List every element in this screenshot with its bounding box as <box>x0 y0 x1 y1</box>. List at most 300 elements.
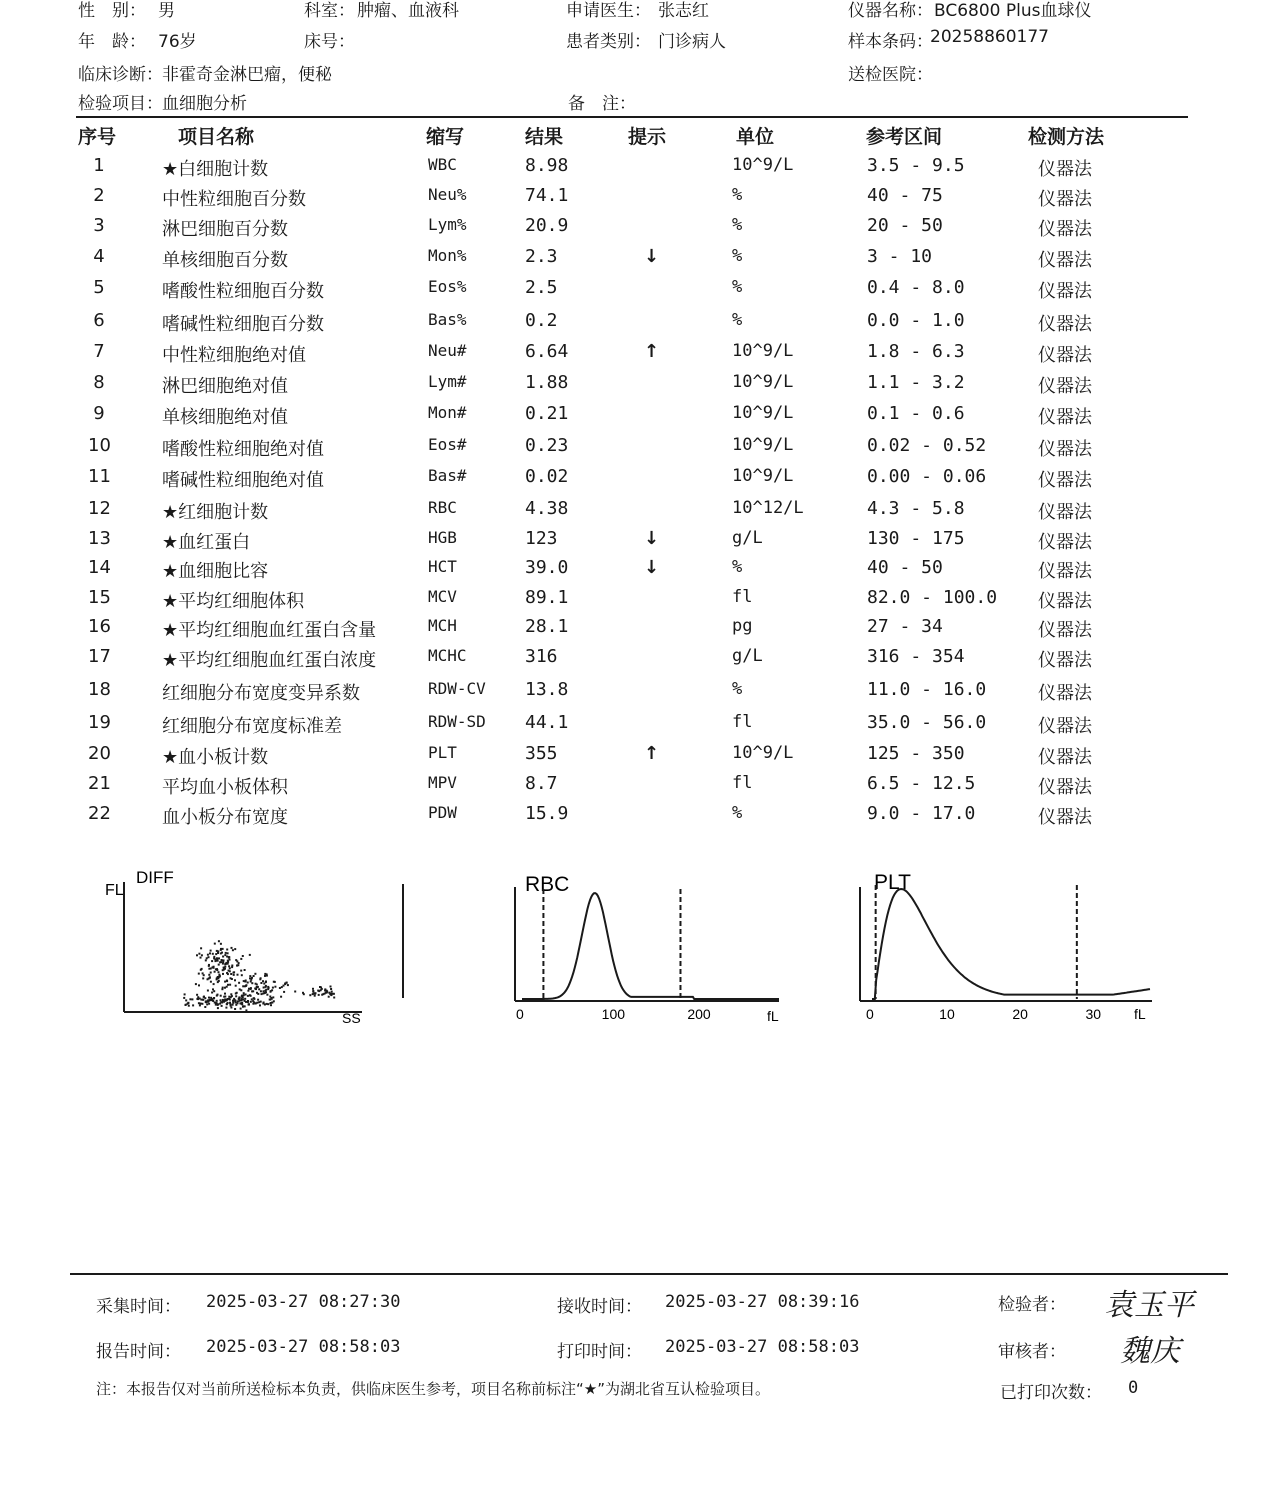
item-result: 8.98 <box>525 155 569 176</box>
tick-label: 200 <box>687 1006 711 1022</box>
collect-time-label: 采集时间： <box>96 1297 181 1317</box>
diff-scatter-point <box>231 966 233 968</box>
item-abbr: WBC <box>428 155 457 174</box>
diff-scatter-point <box>226 949 228 951</box>
item-method: 仪器法 <box>1038 250 1092 271</box>
item-reference-range: 40 - 50 <box>867 557 943 578</box>
diff-scatter-point <box>321 988 323 990</box>
plt-distribution-curve <box>872 889 1150 999</box>
col-header-name: 项目名称 <box>178 126 255 148</box>
diff-scatter-point <box>208 956 210 958</box>
diff-scatter-point <box>200 957 202 959</box>
table-row <box>0 528 1278 558</box>
item-result: 20.9 <box>525 215 569 236</box>
diff-scatter-point <box>222 948 224 950</box>
item-abbr: Lym% <box>428 215 467 234</box>
diff-scatter-point <box>255 983 257 985</box>
diff-scatter-point <box>230 993 232 995</box>
diff-scatter-point <box>226 980 228 982</box>
diff-scatter-point <box>303 993 305 995</box>
diff-scatter-point <box>273 1000 275 1002</box>
item-unit: fl <box>732 773 753 793</box>
item-unit: fl <box>732 587 753 607</box>
item-name: 单核细胞绝对值 <box>162 407 288 428</box>
diff-scatter-point <box>230 977 232 979</box>
item-abbr: HCT <box>428 557 457 576</box>
item-method: 仪器法 <box>1038 502 1092 523</box>
item-reference-range: 3 - 10 <box>867 246 933 267</box>
item-unit: % <box>732 215 743 235</box>
item-unit: % <box>732 679 743 699</box>
diff-scatter-point <box>242 998 244 1000</box>
diff-scatter-point <box>227 952 229 954</box>
diff-scatter-point <box>229 999 231 1001</box>
receive-time-value: 2025-03-27 08:39:16 <box>665 1292 860 1312</box>
diff-scatter-point <box>283 991 285 993</box>
item-reference-range: 1.8 - 6.3 <box>867 341 965 362</box>
print-time-label: 打印时间： <box>557 1342 642 1362</box>
diff-scatter-point <box>220 961 222 963</box>
item-flag: ↓ <box>644 557 660 578</box>
plt-histogram <box>850 865 1155 1030</box>
item-reference-range: 4.3 - 5.8 <box>867 498 965 519</box>
diff-scatter-point <box>250 988 252 990</box>
item-unit: % <box>732 310 743 330</box>
diff-scatter-point <box>212 953 214 955</box>
diff-scatter-point <box>225 952 227 954</box>
diff-scatter-point <box>207 1001 209 1003</box>
item-method: 仪器法 <box>1038 561 1092 582</box>
diff-scatter-point <box>225 1000 227 1002</box>
diff-scatter-point <box>312 988 314 990</box>
item-name: ★血小板计数 <box>162 747 269 768</box>
item-unit: % <box>732 277 743 297</box>
row-number: 12 <box>88 498 111 519</box>
row-number: 2 <box>93 185 105 206</box>
item-unit: % <box>732 803 743 823</box>
row-number: 20 <box>88 743 111 764</box>
item-method: 仪器法 <box>1038 407 1092 428</box>
diff-scatter-point <box>211 960 213 962</box>
item-flag: ↓ <box>644 246 660 267</box>
rbc-xlabel: fL <box>767 1008 779 1024</box>
diff-scatter-point <box>318 994 320 996</box>
diff-scatter-point <box>240 970 242 972</box>
table-row <box>0 277 1278 307</box>
row-number: 9 <box>93 403 105 424</box>
diff-scatter-point <box>240 999 242 1001</box>
print-count-value: 0 <box>1128 1378 1139 1398</box>
diff-scatter-point <box>214 943 216 945</box>
diff-scatter-point <box>240 958 242 960</box>
diff-scatter-point <box>198 1002 200 1004</box>
diff-scatter-point <box>223 1001 225 1003</box>
diff-scatter-point <box>244 981 246 983</box>
col-header-flag: 提示 <box>628 126 667 148</box>
item-reference-range: 0.4 - 8.0 <box>867 277 965 298</box>
diff-scatter-point <box>324 993 326 995</box>
item-name: ★平均红细胞血红蛋白浓度 <box>162 650 377 671</box>
diff-scatter-point <box>256 1002 258 1004</box>
sex-value: 男 <box>158 1 175 21</box>
diff-scatter-point <box>265 986 267 988</box>
diff-scatter-point <box>255 988 257 990</box>
diff-scatter-point <box>270 1004 272 1006</box>
collect-time-value: 2025-03-27 08:27:30 <box>206 1292 401 1312</box>
age-label: 年 龄： <box>78 32 146 52</box>
table-row <box>0 372 1278 402</box>
diff-scatter-point <box>238 998 240 1000</box>
diff-scatter-point <box>229 967 231 969</box>
diff-scatter-point <box>267 986 269 988</box>
diff-scatter-point <box>219 1003 221 1005</box>
diff-scatter-point <box>210 950 212 952</box>
diff-scatter-point <box>265 981 267 983</box>
diff-scatter-point <box>241 1002 243 1004</box>
plt-tick-labels <box>866 1006 1101 1022</box>
diff-scatter-point <box>228 970 230 972</box>
item-result: 123 <box>525 528 558 549</box>
diff-scatter-point <box>198 984 200 986</box>
item-name: 淋巴细胞绝对值 <box>162 376 288 397</box>
item-result: 2.5 <box>525 277 558 298</box>
diff-scatter-point <box>200 969 202 971</box>
diff-scatter-point <box>233 974 235 976</box>
diff-scatter-point <box>209 999 211 1001</box>
footer-divider <box>70 1273 1228 1275</box>
diff-scatter-point <box>222 956 224 958</box>
diff-scatter-point <box>232 1004 234 1006</box>
diff-scatter-point <box>210 981 212 983</box>
diff-scatter-point <box>242 955 244 957</box>
diff-scatter-point <box>212 1000 214 1002</box>
print-count-label: 已打印次数： <box>1000 1383 1102 1403</box>
table-row <box>0 679 1278 709</box>
diff-scatter-point <box>218 974 220 976</box>
diff-scatter-point <box>247 990 249 992</box>
item-abbr: MCH <box>428 616 457 635</box>
diff-scatter-point <box>234 999 236 1001</box>
item-method: 仪器法 <box>1038 345 1092 366</box>
diff-scatter-point <box>206 957 208 959</box>
instrument-value: BC6800 Plus血球仪 <box>934 1 1092 21</box>
row-number: 19 <box>88 712 111 733</box>
diff-scatter-point <box>229 984 231 986</box>
item-abbr: RBC <box>428 498 457 517</box>
item-abbr: Mon# <box>428 403 467 422</box>
rbc-threshold-markers <box>543 889 680 999</box>
item-abbr: PLT <box>428 743 457 762</box>
item-method: 仪器法 <box>1038 716 1092 737</box>
item-reference-range: 0.0 - 1.0 <box>867 310 965 331</box>
table-row <box>0 341 1278 371</box>
diff-scatter-point <box>312 990 314 992</box>
diff-scatter-point <box>216 1000 218 1002</box>
row-number: 4 <box>93 246 105 267</box>
item-abbr: Mon% <box>428 246 467 265</box>
diff-scatter-point <box>269 996 271 998</box>
diff-scatter-point <box>247 995 249 997</box>
hospital-label: 送检医院： <box>848 65 933 85</box>
age-value: 76岁 <box>158 32 197 52</box>
item-method: 仪器法 <box>1038 650 1092 671</box>
diff-scatter-point <box>201 1003 203 1005</box>
item-flag: ↓ <box>644 528 660 549</box>
diff-scatter-point <box>272 987 274 989</box>
diff-scatter-point <box>232 1000 234 1002</box>
item-result: 0.23 <box>525 435 569 456</box>
diff-scatter-point <box>243 994 245 996</box>
diff-scatter-point <box>218 957 220 959</box>
test-value: 血细胞分析 <box>162 94 247 114</box>
rbc-distribution-curve <box>522 893 779 999</box>
diff-scatter-point <box>218 940 220 942</box>
row-number: 18 <box>88 679 111 700</box>
header-divider <box>76 116 1188 118</box>
item-name: ★血细胞比容 <box>162 561 269 582</box>
diff-scatter-point <box>232 949 234 951</box>
diff-scatter-point <box>184 993 186 995</box>
diff-scatter-point <box>243 992 245 994</box>
diff-scatter-point <box>231 947 233 949</box>
item-method: 仪器法 <box>1038 683 1092 704</box>
diff-scatter-point <box>233 972 235 974</box>
diff-scatter-point <box>237 964 239 966</box>
item-name: 单核细胞百分数 <box>162 250 288 271</box>
item-result: 15.9 <box>525 803 569 824</box>
diff-scatter-point <box>198 973 200 975</box>
diff-scatter-point <box>250 979 252 981</box>
diff-scatter-point <box>217 976 219 978</box>
diff-scatter-point <box>262 980 264 982</box>
diff-scatter-point <box>201 954 203 956</box>
row-number: 22 <box>88 803 111 824</box>
diff-scatter-point <box>215 1002 217 1004</box>
row-number: 5 <box>93 277 105 298</box>
item-name: ★平均红细胞血红蛋白含量 <box>162 620 377 641</box>
diff-scatter-point <box>203 996 205 998</box>
diff-scatter-point <box>218 971 220 973</box>
diff-scatter-point <box>245 994 247 996</box>
diff-scatter-point <box>213 997 215 999</box>
diff-scatter-point <box>224 954 226 956</box>
diff-scatter-point <box>196 994 198 996</box>
table-row <box>0 310 1278 340</box>
diff-scatter-point <box>221 988 223 990</box>
item-name: 嗜碱性粒细胞绝对值 <box>162 470 324 491</box>
diff-scatter-point <box>208 1003 210 1005</box>
diff-scatter-point <box>207 990 209 992</box>
table-row <box>0 803 1278 833</box>
diff-scatter-point <box>222 999 224 1001</box>
item-result: 1.88 <box>525 372 569 393</box>
item-method: 仪器法 <box>1038 189 1092 210</box>
diff-scatter-point <box>192 1004 194 1006</box>
diff-scatter-point <box>229 1003 231 1005</box>
item-name: 血小板分布宽度 <box>162 807 288 828</box>
row-number: 8 <box>93 372 105 393</box>
diff-scatter-point <box>234 948 236 950</box>
table-row <box>0 743 1278 773</box>
receive-time-label: 接收时间： <box>557 1297 642 1317</box>
diff-scatter-point <box>202 972 204 974</box>
item-name: 淋巴细胞百分数 <box>162 219 288 240</box>
item-result: 316 <box>525 646 558 667</box>
diff-scatter-point <box>220 999 222 1001</box>
diff-scatter-point <box>279 987 281 989</box>
item-reference-range: 6.5 - 12.5 <box>867 773 976 794</box>
tester-signature: 袁玉平 <box>1104 1288 1194 1323</box>
diff-scatter-point <box>261 993 263 995</box>
item-name: ★白细胞计数 <box>162 159 269 180</box>
table-row <box>0 215 1278 245</box>
item-unit: 10^9/L <box>732 155 794 175</box>
item-reference-range: 125 - 350 <box>867 743 965 764</box>
table-row <box>0 646 1278 676</box>
print-time-value: 2025-03-27 08:58:03 <box>665 1337 860 1357</box>
diff-scatter-point <box>216 978 218 980</box>
diff-scatter-point <box>183 997 185 999</box>
diff-scatter-point <box>230 1007 232 1009</box>
dept-value: 肿瘤、血液科 <box>357 1 459 21</box>
diff-scatter-chart <box>100 862 400 1028</box>
diff-scatter-point <box>230 973 232 975</box>
diff-scatter-point <box>220 949 222 951</box>
diff-scatter-point <box>196 998 198 1000</box>
item-unit: g/L <box>732 646 763 666</box>
row-number: 21 <box>88 773 111 794</box>
diff-title: DIFF <box>136 868 174 887</box>
diff-scatter-point <box>267 988 269 990</box>
diff-scatter-point <box>235 995 237 997</box>
diff-scatter-point <box>204 1006 206 1008</box>
diff-scatter-point <box>267 1003 269 1005</box>
diff-scatter-point <box>207 954 209 956</box>
diff-scatter-point <box>241 974 243 976</box>
item-abbr: MPV <box>428 773 457 792</box>
diff-scatter-point <box>257 986 259 988</box>
item-flag: ↑ <box>644 743 660 764</box>
item-unit: % <box>732 185 743 205</box>
item-method: 仪器法 <box>1038 314 1092 335</box>
doctor-label: 申请医生： <box>566 1 651 21</box>
item-method: 仪器法 <box>1038 532 1092 553</box>
diff-scatter-point <box>250 1001 252 1003</box>
item-result: 74.1 <box>525 185 569 206</box>
diff-scatter-point <box>249 994 251 996</box>
item-method: 仪器法 <box>1038 591 1092 612</box>
diff-scatter-point <box>248 1004 250 1006</box>
item-abbr: RDW-SD <box>428 712 486 731</box>
diff-scatter-point <box>205 1001 207 1003</box>
diff-scatter-point <box>272 996 274 998</box>
item-result: 8.7 <box>525 773 558 794</box>
table-row <box>0 616 1278 646</box>
reviewer-label: 审核者： <box>998 1342 1066 1362</box>
diff-scatter-point <box>221 1002 223 1004</box>
diff-scatter-point <box>259 978 261 980</box>
diff-scatter-point <box>328 996 330 998</box>
table-row <box>0 773 1278 803</box>
item-method: 仪器法 <box>1038 807 1092 828</box>
diff-scatter-point <box>224 966 226 968</box>
diff-scatter-point <box>209 952 211 954</box>
item-abbr: MCHC <box>428 646 467 665</box>
diff-scatter-point <box>263 987 265 989</box>
dept-label: 科室： <box>304 1 355 21</box>
reviewer-signature: 魏庆 <box>1120 1334 1180 1369</box>
diff-scatter-point <box>228 996 230 998</box>
item-result: 44.1 <box>525 712 569 733</box>
diff-scatter-point <box>235 959 237 961</box>
item-unit: 10^9/L <box>732 466 794 486</box>
item-result: 2.3 <box>525 246 558 267</box>
plt-title: PLT <box>874 871 911 894</box>
item-method: 仪器法 <box>1038 281 1092 302</box>
item-method: 仪器法 <box>1038 470 1092 491</box>
item-abbr: MCV <box>428 587 457 606</box>
diff-scatter-point <box>245 1009 247 1011</box>
item-abbr: HGB <box>428 528 457 547</box>
item-name: 红细胞分布宽度标准差 <box>162 716 342 737</box>
diff-scatter-point <box>239 1002 241 1004</box>
diff-right-border <box>402 884 404 998</box>
diff-scatter-point <box>208 965 210 967</box>
diff-scatter-point <box>258 1001 260 1003</box>
item-unit: % <box>732 557 743 577</box>
row-number: 15 <box>88 587 111 608</box>
item-unit: 10^9/L <box>732 435 794 455</box>
diff-scatter-point <box>212 988 214 990</box>
item-result: 0.2 <box>525 310 558 331</box>
item-unit: 10^9/L <box>732 743 794 763</box>
item-abbr: Neu# <box>428 341 467 360</box>
diff-scatter-point <box>222 973 224 975</box>
diff-scatter-point <box>251 998 253 1000</box>
item-name: ★平均红细胞体积 <box>162 591 305 612</box>
diff-scatter-point <box>211 992 213 994</box>
item-method: 仪器法 <box>1038 159 1092 180</box>
diff-scatter-point <box>242 1006 244 1008</box>
item-unit: g/L <box>732 528 763 548</box>
sex-label: 性 别： <box>78 1 146 21</box>
diff-scatter-point <box>235 985 237 987</box>
item-result: 89.1 <box>525 587 569 608</box>
item-abbr: Eos% <box>428 277 467 296</box>
diff-scatter-point <box>237 1002 239 1004</box>
diff-scatter-point <box>331 991 333 993</box>
col-header-no: 序号 <box>78 126 117 148</box>
diff-scatter-point <box>199 1004 201 1006</box>
diff-scatter-point <box>260 990 262 992</box>
diagnosis-value: 非霍奇金淋巴瘤，便秘 <box>162 65 332 85</box>
diff-scatter-point <box>228 956 230 958</box>
diff-scatter-point <box>309 994 311 996</box>
item-method: 仪器法 <box>1038 376 1092 397</box>
diff-scatter-point <box>218 964 220 966</box>
item-name: 中性粒细胞绝对值 <box>162 345 306 366</box>
item-name: 中性粒细胞百分数 <box>162 189 306 210</box>
diff-scatter-point <box>210 972 212 974</box>
rbc-tick-labels <box>516 1006 711 1022</box>
diagnosis-label: 临床诊断： <box>78 65 163 85</box>
item-method: 仪器法 <box>1038 439 1092 460</box>
item-name: 嗜碱性粒细胞百分数 <box>162 314 324 335</box>
diff-scatter-point <box>221 952 223 954</box>
item-method: 仪器法 <box>1038 747 1092 768</box>
diff-scatter-point <box>250 981 252 983</box>
diff-scatter-point <box>266 1003 268 1005</box>
